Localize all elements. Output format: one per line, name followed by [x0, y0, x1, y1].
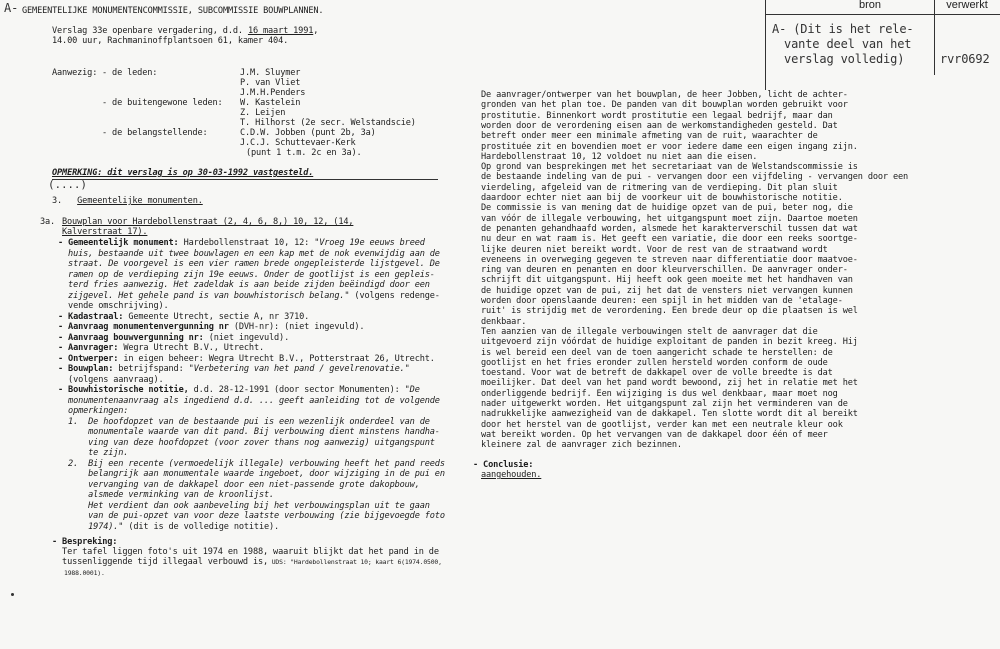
item-3a-line: [58, 249, 440, 259]
margin-dot: [11, 593, 14, 596]
attendance-name: C.D.W. Jobben (punt 2b, 3a): [240, 128, 376, 138]
right-column-line: ring van deuren en penanten en door kleurverschillen. De aanvrager onder-: [481, 265, 848, 276]
field-value: (dit is de volledige notitie).: [123, 521, 280, 532]
right-column-line: wat bereikt worden. Op het vervangen van de dakkapel door één of meer: [481, 429, 828, 440]
attendance-name: J.M.H.Penders: [240, 88, 306, 98]
stamp-note-2: vante deel van het: [784, 37, 912, 51]
field-label: - Bouwhistorische notitie,: [58, 385, 189, 395]
attendance-name: P. van Vliet: [240, 78, 301, 88]
attendance-name: J.C.J. Schuttevaer-Kerk: [240, 138, 356, 148]
quoted-text: opmerkingen:: [58, 406, 129, 416]
quoted-text: ving van deze hoofdopzet (voor zover thans nog aanwezig) uitgangspunt: [58, 437, 435, 448]
meeting-post: ,: [313, 26, 319, 36]
field-value: Hardebollenstraat 10, 12:: [178, 238, 315, 248]
quoted-text: huis, bestaande uit twee bouwlagen en een kap met de nok evenwijdig aan de: [58, 248, 440, 259]
attendance-name: J.M. Sluymer: [240, 68, 301, 78]
quoted-text: ramen op de verdieping zijn 19e eeuws. Onder de gootlijst is een gepleis-: [58, 269, 435, 280]
field-value: (volgens redenge-: [349, 290, 440, 301]
quoted-text: 1. De hoofdopzet van de bestaande pui is een wezenlijk onderdeel van de: [58, 416, 430, 427]
stamp-header-rule: [765, 14, 1000, 15]
item-3a-line: [58, 354, 435, 364]
quoted-text: vervanging van de dakkapel door een niet-passende grote dakopbouw,: [58, 479, 420, 490]
right-column-line: toestand. Voor wat de betreft de dakkapel over de volle breedte is dat: [481, 368, 833, 379]
right-column-line: onderliggende bedrijf. Een wijziging is dus wel denkbaar, maar moet nog: [481, 388, 838, 399]
item-3a-line: [58, 469, 445, 479]
bespreking-line-1: Ter tafel liggen foto's uit 1974 en 1988, waaruit blijkt dat het pand in de: [52, 547, 439, 557]
right-column-line: De aanvrager/ontwerper van het bouwplan, de heer Jobben, licht de achter-: [481, 90, 848, 100]
stamp-note-3: verslag volledig): [784, 52, 905, 66]
right-column-line: de bestaande indeling van de pui - vervangen door een vijfdeling - vervangen door een: [481, 172, 909, 183]
stamp-divider-mid: [934, 0, 935, 75]
field-value: (DVH-nr): (niet ingevuld).: [228, 322, 365, 332]
right-column-line: lijke deuren niet bereikt wordt. Voor de rest van de straatwand wordt: [481, 244, 828, 255]
item-3a-line: [58, 511, 445, 521]
quoted-text: alsmede verminking van de kroonlijst.: [58, 490, 275, 500]
meeting-date: 16 maart 1991: [247, 26, 314, 36]
field-value: d.d. 28-12-1991 (door sector Monumenten):: [188, 385, 405, 395]
header-prefix: A-: [4, 1, 19, 15]
remark-note: OPMERKING: dit verslag is op 30-03-1992 vastgesteld.: [52, 168, 314, 178]
item-3a-line: [58, 270, 435, 280]
item-3a-line: [58, 406, 128, 416]
item-3a-num: 3a.: [40, 217, 56, 227]
right-column-line: schrijft dit uitgangspunt. Hij heeft ook geen moeite met het handhaven van: [481, 275, 853, 286]
item-3a-line: [58, 259, 440, 269]
right-column-line: nadrukkelijke aanwezigheid van de dakkapel. Ten slotte wordt dit al bereikt: [481, 409, 858, 420]
right-column-line: worden door openslaande deuren: een spijl in het midden van de 'etalage-: [481, 296, 843, 306]
item-3a-line: [58, 312, 309, 322]
quoted-text: "Vroeg 19e eeuws breed: [314, 238, 425, 248]
section-3: [52, 196, 203, 206]
right-column-line: ruit' is strijdig met de verordening. Een brede deur op die plaatsen is wel: [481, 306, 858, 317]
attendance-group-label: - de belangstellende:: [102, 128, 208, 138]
item-3a-line: [58, 385, 420, 395]
stamp-note-1: A- (Dit is het rele-: [772, 22, 914, 36]
item-3a-line: [58, 343, 264, 353]
section-3-num: 3.: [52, 196, 63, 206]
right-column-line: prostituée zit en bovendien moet er voor iedere dame een eigen ingang zijn.: [481, 141, 858, 152]
right-column-line: vierdeling, afgeleid van de ritmering van de verdieping. Dit plan sluit: [481, 182, 838, 193]
stamp-ref: rvr0692: [940, 52, 990, 66]
quoted-text: terd fries aanwezig. Het zadeldak is aan beide zijden beëindigd door een: [58, 280, 430, 290]
quoted-text: 1974).": [58, 521, 124, 532]
quoted-text: te zijn.: [58, 448, 129, 458]
uds-ref-2: 1988.0001).: [64, 569, 105, 577]
right-column-line: gootlijst en het fries eronder zullen hersteld worden conform de oude: [481, 357, 828, 368]
item-3a-line: [58, 501, 430, 511]
item-3a-line: [58, 459, 445, 469]
meeting-location: 14.00 uur, Rachmaninoffplantsoen 61, kamer 404.: [52, 36, 289, 46]
bespreking-line-2: [52, 557, 442, 567]
section-3-title: Gemeentelijke monumenten.: [77, 196, 203, 206]
quoted-text: "Verbetering van het pand / gevelrenovatie.": [188, 364, 410, 374]
right-column-line: moeilijker. Dat deel van het pand wordt bewoond, zij het in relatie met het: [481, 378, 858, 389]
right-column-line: van vóór de illegale verbouwing, het uitgangspunt moet zijn. Daartoe moeten: [481, 213, 858, 224]
field-label: - Aanvraag bouwvergunning nr:: [58, 332, 204, 343]
item-3a-line: [58, 490, 274, 500]
right-column-line: door het herstel van de gootlijst, verder kan met een neutrale kleur ook: [481, 419, 843, 430]
meeting-line: [52, 26, 318, 36]
header-title: GEMEENTELIJKE MONUMENTENCOMMISSIE, SUBCOMMISSIE BOUWPLANNEN.: [22, 6, 324, 16]
item-3a-title-2: Kalverstraat 17).: [62, 227, 148, 237]
field-value: in eigen beheer: Wegra Utrecht B.V., Potterstraat 26, Utrecht.: [118, 353, 435, 364]
right-column-line: betreft onder meer een minimale afmeting van de ruit, waarachter de: [481, 131, 818, 142]
attendance-name: Z. Leijen: [240, 108, 286, 118]
field-value: Wegra Utrecht B.V., Utrecht.: [118, 343, 264, 353]
quoted-text: straat. De voorgevel is een vier ramen brede ongepleisterde lijstgevel. De: [58, 259, 440, 269]
attendance-label: Aanwezig:: [52, 68, 98, 78]
item-3a-line: [58, 375, 164, 385]
field-value: betrijfspand:: [113, 364, 189, 374]
bespreking-text: tussenliggende tijd illegaal verbouwd is,: [52, 557, 269, 567]
item-3a-line: [58, 333, 289, 343]
item-3a-line: [58, 522, 279, 532]
item-3a-line: [58, 322, 364, 332]
field-value: vende omschrijving).: [58, 301, 169, 311]
item-3a-line: [58, 291, 440, 301]
item-3a-line: [58, 396, 440, 406]
quoted-text: van de pui-opzet van voor deze laatste verbouwing (zie bijgevoegde foto: [58, 511, 445, 521]
item-3a-line: [58, 438, 435, 448]
field-label: - Bouwplan:: [58, 364, 114, 374]
stamp-col-bron: bron: [858, 0, 882, 11]
item-3a-line: [58, 480, 420, 490]
right-column-line: de huidige opzet van de pui, zij het dat de vensters niet vervangen kunnen: [481, 285, 853, 296]
right-column-line: eveneens in overweging gegeven te streven naar differentiatie door maatvoe-: [481, 254, 858, 265]
right-column-line: De commissie is van mening dat de huidige opzet van de pui, beter nog, die: [481, 203, 853, 214]
item-3a-line: [58, 364, 410, 374]
meeting-pre: Verslag 33e openbare vergadering, d.d.: [52, 26, 248, 36]
right-column-line: nu deur en wat raam is. Het geeft een variatie, die door een reeks soortge-: [481, 234, 858, 245]
quoted-text: zijgevel. Het gehele pand is van bouwhistorisch belang.": [58, 290, 350, 301]
field-value: (niet ingevuld).: [203, 332, 290, 343]
right-column-line: daardoor echter niet aan bij de voorkeur uit de bouwhistorische notitie.: [481, 193, 843, 203]
right-column-line: gronden van het plan toe. De panden van dit bouwplan worden gebruikt voor: [481, 100, 848, 111]
item-3a-line: [58, 238, 425, 248]
item-3a-line: [58, 448, 128, 458]
quoted-text: 2. Bij een recente (vermoedelijk illegale) verbouwing heeft het pand reeds: [58, 458, 445, 469]
field-label: - Kadastraal:: [58, 311, 124, 322]
quoted-text: monumentenaanvraag als ingediend d.d. ... geeft aanleiding tot de volgende: [58, 395, 440, 406]
right-column-line: Op grond van besprekingen met het secretariaat van de Welstandscommissie is: [481, 162, 858, 173]
field-label: - Ontwerper:: [58, 353, 119, 364]
uds-ref: UDS: "Hardebollenstraat 10; kaart 6(1974.0500,: [268, 558, 442, 566]
right-column-line: uitgevoerd zijn vóórdat de huidige exploitant de panden in bezit kreeg. Hij: [481, 337, 858, 348]
item-3a-title-1: Bouwplan voor Hardebollenstraat (2, 4, 6, 8,) 10, 12, (14,: [62, 217, 354, 227]
right-column-line: kleinere zal de aanvrager zich bezinnen.: [481, 440, 682, 451]
attendance-name: T. Hilhorst (2e secr. Welstandscie): [240, 118, 416, 128]
right-column-line: worden door de verordening eisen aan de werkomstandigheden gesteld. Dat: [481, 120, 838, 131]
item-3a-line: [58, 301, 169, 311]
right-column-line: de penanten gehandhaafd worden, alsmede het karakterverschil tussen dat wat: [481, 223, 858, 234]
field-label: - Aanvraag monumentenvergunning nr: [58, 322, 229, 332]
field-label: - Gemeentelijk monument:: [58, 238, 179, 248]
item-3a-line: [58, 280, 430, 290]
item-3a-line: [58, 427, 440, 437]
attendance-group-label: - de leden:: [102, 68, 158, 78]
item-3a-line: [58, 417, 430, 427]
attendance-name: W. Kastelein: [240, 98, 301, 108]
attendance-group-label: - de buitengewone leden:: [102, 98, 223, 108]
bespreking-label: - Bespreking:: [52, 537, 118, 547]
quoted-text: Het verdient dan ook aanbeveling bij het verbouwingsplan uit te gaan: [58, 500, 430, 511]
quoted-text: "De: [404, 385, 420, 395]
field-value: (volgens aanvraag).: [58, 374, 164, 385]
stamp-col-verwerkt: verwerkt: [946, 0, 988, 11]
right-column-line: Hardebollenstraat 10, 12 voldoet nu niet aan die eisen.: [481, 151, 758, 162]
field-label: - Aanvrager:: [58, 343, 119, 353]
right-column-line: Ten aanzien van de illegale verbouwingen stelt de aanvrager dat die: [481, 326, 818, 337]
ellipsis: (....): [48, 178, 87, 191]
right-column-line: denkbaar.: [481, 316, 527, 327]
remark-rule: [52, 179, 438, 180]
conclusie-label: - Conclusie:: [473, 460, 534, 470]
quoted-text: monumentale waarde van dit pand. Bij verbouwing dient minstens handha-: [58, 427, 440, 437]
quoted-text: belangrijk aan monumentale waarde ingeboet, door wijziging in de pui en: [58, 469, 445, 479]
conclusie-value: aangehouden.: [481, 470, 542, 480]
right-column-line: prostitutie. Binnenkort wordt prostitutie een legaal bedrijf, maar dan: [481, 110, 833, 121]
field-value: Gemeente Utrecht, sectie A, nr 3710.: [123, 311, 310, 322]
right-column-line: nader uitgewerkt worden. Het uitgangspunt zal zijn het verminderen van de: [481, 399, 848, 409]
attendance-name: (punt 1 t.m. 2c en 3a).: [246, 148, 362, 158]
right-column-line: is wel bereid een deel van de toen aangericht schade te herstellen: de: [481, 347, 833, 358]
